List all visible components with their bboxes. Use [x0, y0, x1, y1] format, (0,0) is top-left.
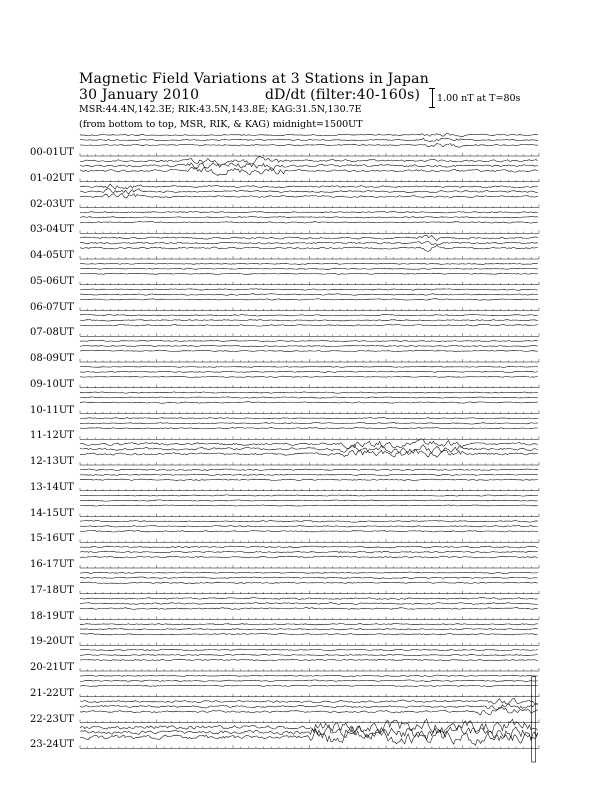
trace-msr — [80, 520, 538, 522]
hour-row — [80, 340, 539, 362]
row-label: 19-20UT — [30, 636, 74, 648]
trace-kag — [80, 350, 538, 351]
station-coordinates: MSR:44.4N,142.3E; RIK:43.5N,143.8E; KAG:31.5N,130.7E — [79, 104, 362, 115]
trace-rik — [80, 371, 538, 372]
trace-rik — [80, 500, 538, 501]
trace-msr — [80, 235, 538, 241]
trace-msr — [80, 315, 538, 317]
row-label: 08-09UT — [30, 353, 74, 364]
hour-row — [80, 624, 539, 646]
hour-row — [80, 392, 539, 414]
trace-kag — [80, 556, 538, 558]
row-label: 12-13UT — [30, 456, 74, 467]
trace-msr — [80, 157, 538, 165]
trace-msr — [80, 649, 538, 651]
chart-title: Magnetic Field Variations at 3 Stations in Japan — [79, 71, 429, 87]
trace-msr — [80, 418, 538, 419]
trace-msr — [80, 624, 538, 626]
trace-rik — [80, 320, 538, 322]
hour-row — [80, 495, 539, 517]
row-label: 07-08UT — [30, 327, 74, 339]
trace-kag — [80, 505, 538, 506]
row-label: 01-02UT — [30, 172, 74, 184]
trace-msr — [80, 289, 538, 290]
row-label: 06-07UT — [30, 301, 74, 313]
trace-kag — [80, 633, 538, 635]
row-label: 11-12UT — [30, 430, 74, 442]
hour-row — [80, 469, 539, 491]
hour-row — [80, 572, 539, 594]
hour-row — [80, 289, 539, 311]
trace-msr — [80, 698, 538, 704]
trace-kag — [80, 428, 538, 429]
hour-row — [80, 546, 539, 568]
row-label: 13-14UT — [30, 481, 74, 493]
row-label: 14-15UT — [30, 507, 74, 519]
trace-msr — [80, 675, 538, 677]
trace-kag — [80, 325, 538, 327]
row-label: 10-11UT — [30, 404, 74, 416]
hour-row — [80, 263, 539, 285]
trace-kag — [80, 273, 538, 274]
row-label: 05-06UT — [30, 275, 74, 287]
hour-row — [80, 520, 539, 542]
trace-rik — [80, 346, 538, 347]
row-label: 00-01UT — [30, 147, 74, 158]
trace-msr — [80, 439, 538, 449]
trace-kag — [80, 222, 538, 224]
trace-rik — [80, 474, 538, 475]
trace-msr — [80, 392, 538, 393]
row-label: 02-03UT — [30, 198, 74, 210]
row-label: 16-17UT — [30, 559, 74, 570]
trace-kag — [80, 193, 538, 198]
trace-kag — [80, 245, 538, 251]
hour-row — [80, 698, 539, 722]
row-label: 03-04UT — [30, 224, 74, 236]
trace-kag — [80, 659, 538, 661]
quantity-label: dD/dt (filter:40-160s) — [265, 87, 421, 103]
trace-kag — [80, 608, 538, 610]
trace-rik — [80, 577, 538, 579]
trace-msr — [80, 340, 538, 341]
trace-rik — [80, 629, 538, 630]
trace-kag — [80, 708, 538, 715]
hour-row — [80, 212, 539, 234]
row-label: 21-22UT — [30, 687, 74, 699]
hour-row — [80, 719, 539, 748]
trace-rik — [80, 217, 538, 219]
hour-row — [80, 184, 539, 207]
trace-msr — [80, 546, 538, 548]
trace-kag — [80, 299, 538, 301]
trace-kag — [80, 402, 538, 404]
trace-rik — [80, 397, 538, 398]
trace-kag — [80, 479, 538, 481]
trace-rik — [80, 444, 538, 453]
row-label: 04-05UT — [30, 250, 74, 261]
trace-msr — [80, 495, 538, 496]
trace-msr — [80, 469, 538, 471]
trace-rik — [80, 138, 538, 141]
row-label: 09-10UT — [30, 378, 74, 390]
trace-rik — [80, 526, 538, 528]
trace-msr — [80, 133, 538, 137]
hour-row — [80, 649, 539, 671]
trace-rik — [80, 268, 538, 269]
hour-row — [80, 439, 539, 465]
hour-row — [80, 366, 539, 388]
trace-rik — [80, 423, 538, 424]
trace-kag — [80, 531, 538, 533]
scale-label: 1.00 nT at T=80s — [437, 93, 521, 104]
row-label: 22-23UT — [30, 713, 74, 725]
trace-rik — [80, 704, 538, 710]
hour-row — [80, 598, 539, 620]
hour-row — [80, 235, 539, 259]
row-label: 15-16UT — [30, 533, 74, 545]
clipped-spike — [532, 677, 536, 762]
trace-msr — [80, 366, 538, 367]
trace-rik — [80, 654, 538, 656]
row-label: 17-18UT — [30, 584, 74, 596]
trace-rik — [80, 294, 538, 296]
trace-rik — [80, 188, 538, 194]
trace-msr — [80, 263, 538, 264]
trace-msr — [80, 598, 538, 600]
trace-msr — [80, 212, 538, 213]
trace-kag — [80, 376, 538, 377]
trace-kag — [80, 449, 538, 457]
trace-msr — [80, 184, 538, 189]
trace-rik — [80, 603, 538, 605]
row-label: 23-24UT — [30, 739, 74, 751]
hour-row — [80, 315, 539, 337]
trace-order-note: (from bottom to top, MSR, RIK, & KAG) midnight=1500UT — [79, 119, 363, 130]
trace-kag — [80, 144, 538, 148]
trace-msr — [80, 572, 538, 574]
trace-rik — [80, 163, 538, 170]
trace-rik — [80, 242, 538, 245]
hour-row — [80, 133, 539, 156]
trace-rik — [80, 551, 538, 553]
chart-date: 30 January 2010 — [79, 87, 200, 103]
row-label: 20-21UT — [30, 662, 74, 673]
trace-rik — [80, 680, 538, 682]
trace-kag — [80, 582, 538, 584]
trace-kag — [80, 685, 538, 686]
trace-kag — [80, 167, 538, 175]
hour-row — [80, 157, 539, 182]
row-label: 18-19UT — [30, 610, 74, 622]
hour-row — [80, 675, 539, 697]
hour-row — [80, 418, 539, 440]
